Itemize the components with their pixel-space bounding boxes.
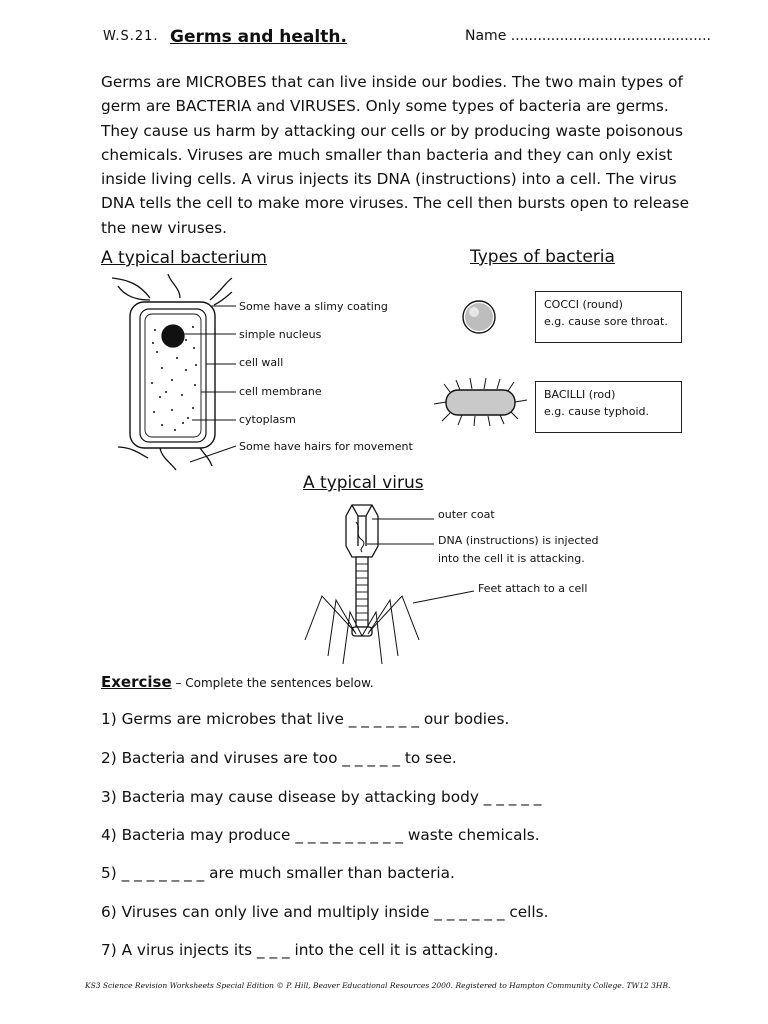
types-heading: Types of bacteria bbox=[470, 247, 615, 267]
question-4: 4) Bacteria may produce _ _ _ _ _ _ _ _ _ waste chemicals. bbox=[101, 826, 540, 844]
intro-paragraph: Germs are MICROBES that can live inside our bodies. The two main types of germ are BACTERIA and VIRUSES. Only some types of bacteria are germs. They cause us harm by attacking our cells or by producing waste poisonous chemicals. Viruses are much smaller than bacteria and they can only exist inside living cells. A virus injects its DNA (instructions) into a cell. The virus DNA tells the cell to make more viruses. The cell then bursts open to release the new viruses. bbox=[101, 73, 690, 237]
cocci-example: e.g. cause sore throat. bbox=[544, 315, 668, 328]
footer-credit: KS3 Science Revision Worksheets Special Edition © P. Hill, Beaver Educational Resources 2000. Registered to Hampton Community College. TW12 3HB. bbox=[85, 981, 671, 990]
bacilli-name: BACILLI (rod) bbox=[544, 388, 616, 401]
exercise-title: Exercise bbox=[101, 673, 172, 691]
question-1: 1) Germs are microbes that live _ _ _ _ _ _ our bodies. bbox=[101, 710, 510, 728]
label-feet: Feet attach to a cell bbox=[478, 582, 588, 595]
worksheet-id: W.S.21. bbox=[103, 29, 159, 44]
question-7: 7) A virus injects its _ _ _ into the cell it is attacking. bbox=[101, 941, 499, 959]
cocci-name: COCCI (round) bbox=[544, 298, 623, 311]
virus-diagram bbox=[305, 505, 474, 664]
exercise-subtitle: – Complete the sentences below. bbox=[171, 676, 374, 690]
cocci-box bbox=[535, 291, 682, 343]
label-simple-nucleus: simple nucleus bbox=[239, 328, 322, 341]
bacilli-example: e.g. cause typhoid. bbox=[544, 405, 650, 418]
label-dna-line1: DNA (instructions) is injected bbox=[438, 534, 599, 547]
bacilli-box bbox=[535, 381, 682, 433]
label-cytoplasm: cytoplasm bbox=[239, 413, 296, 426]
label-cell-membrane: cell membrane bbox=[239, 385, 322, 398]
label-cell-wall: cell wall bbox=[239, 356, 284, 369]
question-5: 5) _ _ _ _ _ _ _ are much smaller than bacteria. bbox=[101, 864, 455, 882]
bacterium-heading: A typical bacterium bbox=[101, 248, 267, 268]
name-field: Name ............................................. bbox=[465, 28, 712, 44]
label-dna-line2: into the cell it is attacking. bbox=[438, 552, 585, 565]
exercise-heading bbox=[101, 672, 374, 691]
bacterium-diagram bbox=[112, 274, 236, 470]
label-slimy-coating: Some have a slimy coating bbox=[239, 300, 388, 313]
virus-heading: A typical virus bbox=[303, 473, 424, 493]
bacilli-diagram bbox=[434, 378, 527, 426]
question-6: 6) Viruses can only live and multiply inside _ _ _ _ _ _ cells. bbox=[101, 903, 549, 921]
cocci-diagram bbox=[463, 301, 495, 333]
question-2: 2) Bacteria and viruses are too _ _ _ _ _ to see. bbox=[101, 749, 457, 767]
label-hairs: Some have hairs for movement bbox=[239, 440, 413, 453]
question-3: 3) Bacteria may cause disease by attacking body _ _ _ _ _ bbox=[101, 788, 542, 806]
page-title: Germs and health. bbox=[170, 27, 347, 47]
label-outer-coat: outer coat bbox=[438, 508, 495, 521]
